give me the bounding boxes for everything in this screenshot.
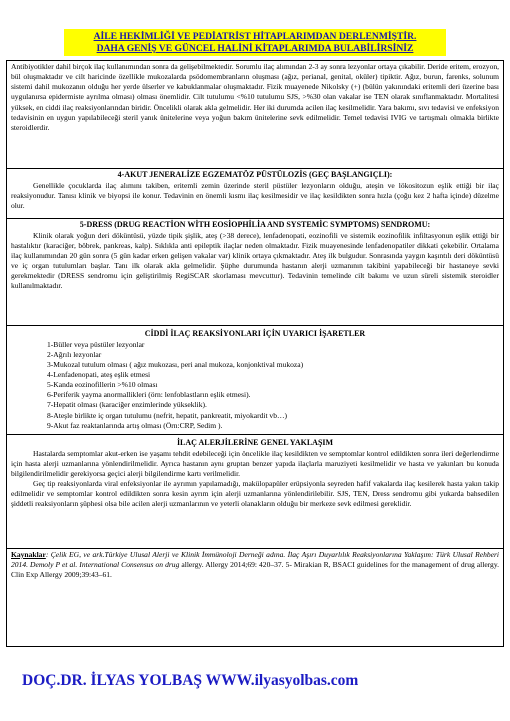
warning-item: 6-Periferik yayma anormallikleri (örn: lenfoblastların eşlik etmesi). <box>47 390 251 400</box>
warning-item: 7-Hepatit olması (karaciğer enzimlerinde yükseklik). <box>47 400 207 410</box>
approach-para-2: Geç tip reaksiyonlarda viral enfeksiyonlar ile ayrımın yapılamadığı, makülopapüler erüpsiyonla seyreden hafif vakalarda ilaç kesilerek hasta yakın takip edilmelidir ve semptomlar kontrol edildikten sonra kesin ayrım için alerji uzmanlarına yönlendirilebilir. SJS, TEN, Dress sendromu gibi yukarda bahsedilen şiddetli reaksiyonların şüphesi olsa bile acilen alerji uzmanlarının ve yeterli olanakların olduğu bir merkeze sevk edilmesi gereklidir. <box>11 478 499 509</box>
warning-item: 2-Ağrılı lezyonlar <box>47 349 102 359</box>
references-section <box>7 549 503 581</box>
content-frame <box>6 60 504 647</box>
intro-text: Antibiyotikler dahil birçok ilaç kullanımından sonra da gelişebilmektedir. Sorumlu ilaç alımından 2-3 ay sonra lezyonlar ortaya çıkabilir. Deride eritem, erozyon, bül oluşmaktadır ve cilt haricinde özellikle mukozalarda psödomembranların oluşması (ağız, perianal, genital, oküler) tipiktir. Ağız, burun, farenks, solunum sistemi dahil mukozanın olduğu her yerde ülserler ve kabuklanmalar oluşmaktadır. Fizik muayenede Nikolsky (+) (bülün yakınındaki eritemli deri üzerine bası uygulanırsa epidermiste ayrılma olması) olması önemlidir. Cilt tutulumu <%10 tutulumu SJS, >%30 olan vakalar ise TEN olarak sınıflanmaktadır. Mortalitesi yüksek, en ciddi ilaç reaksiyonlarından biridir. Öncelikli olarak akla gelmelidir. Her iki durumda acilen ilaç kesilmelidir. Yara bakımı, sıvı tedavisi ve enfeksiyon tedavisinin en uygun yapılabileceği steril yanık ünitelerine veya yoğun bakım ünitelerine sevk edilmelidir. Temel tedavisi IVIG ve tartışmalı olmakla birlikte steroidlerdir. <box>11 62 499 132</box>
warning-item: 3-Mukozal tutulum olması ( ağız mukozası, peri anal mukoza, konjonktival mukoza) <box>47 359 304 369</box>
approach-title: İLAÇ ALERJİLERİNE GENEL YAKLAŞIM <box>176 438 334 447</box>
warning-item: 1-Büller veya püstüler lezyonlar <box>47 339 145 349</box>
approach-para-1: Hastalarda semptomlar akut-erken ise yaşamı tehdit edebileceği için öncelikle ilaç kesildikten ve semptomlar kontrol edildikten sonra ileri değerlendirme için hasta alerji uzmanlarına yönlendirilmelidir. Ayrıca hastanın aynı gruptan benzer yapıda ilaçlarla maruziyeti kesilmelidir ve hasta ve yakınları bu konuda bilgilendirilmelidir gerekiyorsa geçici alerji bilgilendirme kartı verilmelidir. <box>11 448 499 478</box>
agep-text: Genellikle çocuklarda ilaç alımını takiben, eritemli zemin üzerinde steril püstüler lezyonların olduğu, ateşin ve lökositozun eşlik ettiği bir ilaç reaksiyonudur. Tanısı klinik ve biyopsi ile konur. Tedavinin en önemli kısmı ilaç kesilmesidir ve ilaç kesildikten sonra hızla (çoğu kez 2 hafta içinde) düzelme olur. <box>11 180 499 210</box>
warning-item: 5-Kanda eozinofillerin >%10 olması <box>47 380 158 390</box>
banner-line-1: AİLE HEKİMLİĞİ VE PEDİATRİST HİTAPLARIMDAN DERLENMİŞTİR. <box>93 31 417 42</box>
header-banner <box>64 29 446 56</box>
warning-item: 8-Ateşle birlikte iç organ tutulumu (nefrit, hepatit, pankreatit, miyokardit vb…) <box>47 410 288 420</box>
dress-section <box>7 219 503 326</box>
warning-item: 4-Lenfadenopati, ateş eşlik etmesi <box>47 369 151 379</box>
references-text <box>11 550 499 580</box>
warnings-list <box>11 340 499 431</box>
agep-section <box>7 169 503 219</box>
intro-section <box>7 61 503 169</box>
approach-section <box>7 435 503 549</box>
references-label: Kaynaklar <box>11 550 46 559</box>
warnings-section <box>7 326 503 435</box>
banner-line-2: DAHA GENİŞ VE GÜNCEL HALİNİ KİTAPLARIMDA BULABİLİRSİNİZ <box>96 43 414 54</box>
agep-title: 4-AKUT JENERALİZE EGZEMATÖZ PÜSTÜLOZİS (GEÇ BAŞLANGIÇLI): <box>117 170 393 179</box>
references-plain: allergy. Allergy 2014;69: 420–37. 5- Mirakian R, BSACI guidelines for the management of drug allergy. Clin Exp Allergy 2009;39:43–61. <box>11 560 499 580</box>
references-italic: : Çelik EG, ve ark.Türkiye Ulusal Alerji ve Klinik İmmünoloji Derneği adına. İlaç Aşırı Duyarlılık Reaksiyonlarına Yaklaşım: Türk Ulusal Rehberi 2014. Demoly P et al. International Consensus on drug <box>11 550 499 570</box>
dress-title: 5-DRESS (DRUG REACTİON WİTH EOSİOPHİLİA AND SYSTEMİC SYMPTOMS) SENDROMU: <box>79 220 431 229</box>
author-footer: DOÇ.DR. İLYAS YOLBAŞ WWW.ilyasyolbas.com <box>22 672 359 689</box>
warning-item: 9-Akut faz reaktanlarında artış olması (Örn:CRP, Sedim ). <box>47 420 223 430</box>
warnings-title: CİDDİ İLAÇ REAKSİYONLARI İÇİN UYARICI İŞARETLER <box>144 329 366 338</box>
dress-text: Klinik olarak yoğun deri döküntüsü, yüzde tipik şişlik, ateş (>38 derece), lenfadenopati, eozinofili ve sistemik eozinofilik infiltasyonun eşlik ettiği bir hastalıktır (karaciğer, böbrek, pankreas, kalp). Sıklıkla anti epileptik ilaçlar neden olmaktadır. Fizik muayenesinde lenfadenopatiler dikkati çekebilir. Ortalama ilaç kullanımından 20 gün sonra (5 gün kadar erken gelişen vakalar var) klinik ortaya çıkmaktadır. Ateş ilk bulgudur. Sonrasında yaygın kaşıntılı deri döküntüsü ve iç organ tutulumları başlar. Tanı ilk olarak akla gelmelidir. Şüphe durumunda hastanın alerji uzmanının takibini yapabileceği bir hastaneye sevki gerekmektedir (DRESS sendromu için geliştirilmiş RegiSCAR skorlaması mevcuttur). Tedavinin temelinde cilt bakımı ve uzun süreli sistemik steroidler kullanılmaktadır. <box>11 230 499 291</box>
